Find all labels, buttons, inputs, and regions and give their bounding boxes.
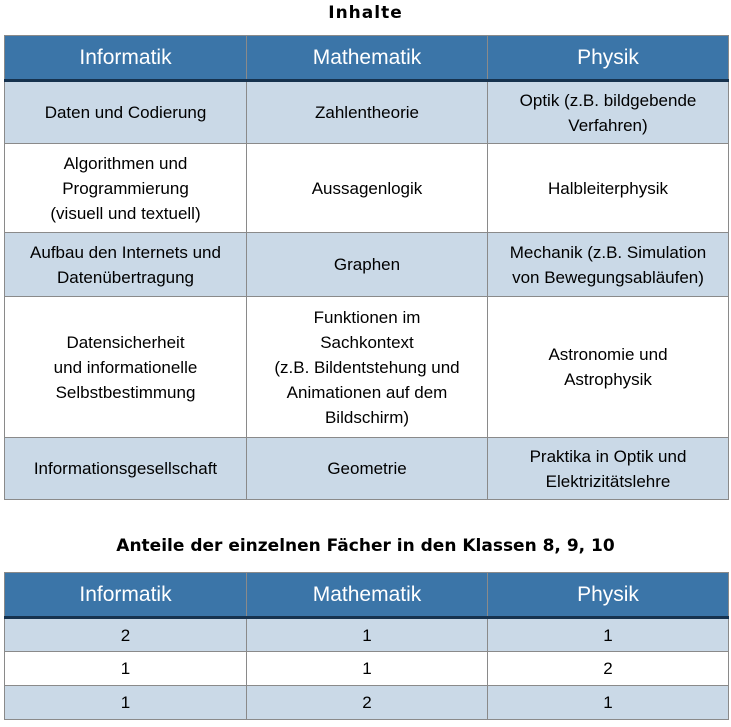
contents-table (4, 35, 729, 500)
table-row (5, 233, 729, 297)
contents-title: Inhalte (328, 3, 403, 23)
table-cell: Funktionen im Sachkontext (z.B. Bildentstehung und Animationen auf dem Bildschirm) (247, 297, 488, 438)
table-cell: Optik (z.B. bildgebende Verfahren) (488, 81, 729, 144)
table-cell: 1 (247, 652, 488, 686)
table-cell: Zahlentheorie (247, 81, 488, 144)
table-cell: Aufbau den Internets und Datenübertragung (5, 233, 247, 297)
header-mathematik: Mathematik (247, 36, 488, 81)
shares-table (4, 572, 729, 720)
table-cell: Praktika in Optik und Elektrizitätslehre (488, 438, 729, 500)
table-cell: 2 (247, 686, 488, 720)
table-cell: 1 (488, 618, 729, 652)
table-row (5, 81, 729, 144)
table-cell: Mechanik (z.B. Simulation von Bewegungsabläufen) (488, 233, 729, 297)
table-cell: 1 (5, 686, 247, 720)
table-cell: Informationsgesellschaft (5, 438, 247, 500)
table-row (5, 652, 729, 686)
header-physik: Physik (488, 573, 729, 618)
table-cell: 1 (247, 618, 488, 652)
table-cell: Halbleiterphysik (488, 144, 729, 233)
table-cell: Daten und Codierung (5, 81, 247, 144)
table-cell: Aussagenlogik (247, 144, 488, 233)
table-cell: Algorithmen und Programmierung (visuell und textuell) (5, 144, 247, 233)
shares-header-row (5, 573, 729, 618)
table-row (5, 618, 729, 652)
header-physik: Physik (488, 36, 729, 81)
table-row (5, 438, 729, 500)
table-cell: Astronomie und Astrophysik (488, 297, 729, 438)
table-cell: Graphen (247, 233, 488, 297)
table-cell: Geometrie (247, 438, 488, 500)
table-row (5, 144, 729, 233)
contents-header-row (5, 36, 729, 81)
table-cell: 2 (488, 652, 729, 686)
header-informatik: Informatik (5, 36, 247, 81)
table-cell: Datensicherheit und informationelle Selbstbestimmung (5, 297, 247, 438)
header-mathematik: Mathematik (247, 573, 488, 618)
table-row (5, 686, 729, 720)
shares-title: Anteile der einzelnen Fächer in den Klassen 8, 9, 10 (116, 536, 615, 556)
table-cell: 1 (5, 652, 247, 686)
table-cell: 2 (5, 618, 247, 652)
header-informatik: Informatik (5, 573, 247, 618)
table-row (5, 297, 729, 438)
table-cell: 1 (488, 686, 729, 720)
